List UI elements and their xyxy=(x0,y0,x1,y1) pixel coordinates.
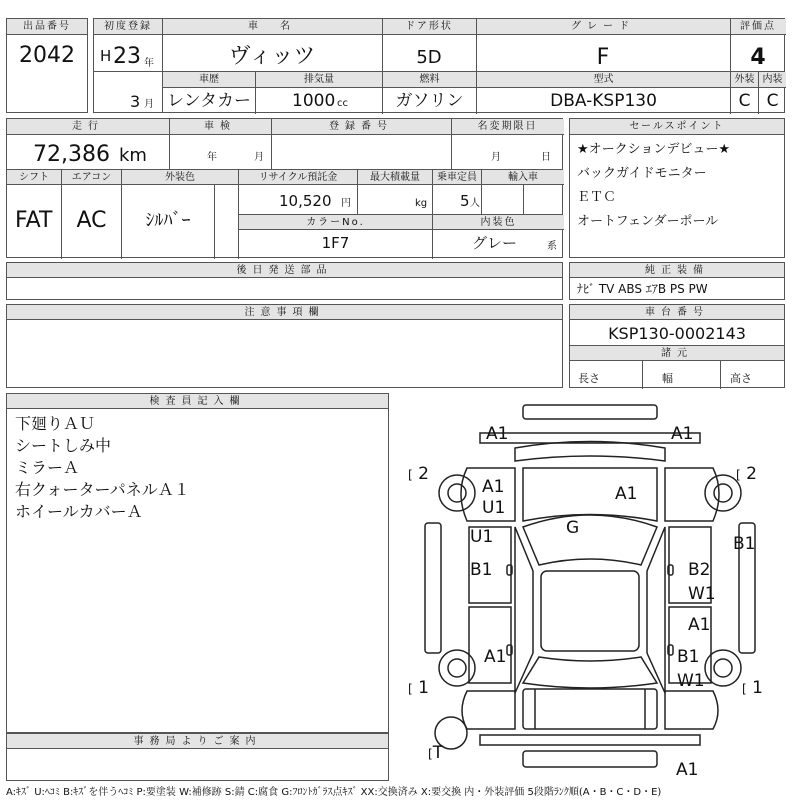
displacement-header: 排気量 xyxy=(256,72,382,88)
mileage-unit: km xyxy=(119,145,147,166)
mark-right-side-panel: B1 xyxy=(733,534,756,554)
inspector-header: 検査員記入欄 xyxy=(7,394,388,409)
shift-header: シフト xyxy=(7,170,61,185)
office-box xyxy=(6,733,389,781)
exterior-color-value: ｼﾙﾊﾞｰ xyxy=(145,210,191,231)
color-no-value: 1F7 xyxy=(321,234,350,252)
car-damage-diagram xyxy=(395,393,785,783)
later-parts-box xyxy=(6,262,563,300)
notes-box xyxy=(6,304,563,388)
color-no-header: カラーNo. xyxy=(239,215,432,230)
sales-points-header: セールスポイント xyxy=(570,119,784,135)
aircon-value: AC xyxy=(76,208,107,233)
mark-front-right: A1 xyxy=(671,424,694,444)
inspector-line-1: 下廻りＡＵ xyxy=(15,414,96,433)
registration-header: 登録番号 xyxy=(271,119,451,135)
inspector-box xyxy=(6,393,389,733)
car-name-header: 車 名 xyxy=(162,19,382,35)
mark-windshield: G xyxy=(566,518,580,538)
lot-number-header: 出品番号 xyxy=(7,19,87,35)
max-load-header: 最大積載量 xyxy=(358,170,432,185)
mileage-value: 72,386 xyxy=(33,142,110,167)
recycle-unit: 円 xyxy=(341,198,351,209)
interior-color-header: 内装色 xyxy=(433,215,564,230)
mark-tire-fr-value: 2 xyxy=(746,464,757,484)
aircon-header: エアコン xyxy=(62,170,121,185)
grade-value: F xyxy=(596,45,610,70)
inspection-header: 車検 xyxy=(169,119,271,135)
model-header: 型式 xyxy=(477,72,730,88)
mark-left-rear-door: B1 xyxy=(470,560,493,580)
mileage-header: 走行 xyxy=(7,119,169,135)
interior-rating-value: C xyxy=(766,91,779,111)
mark-tire-rr-value: 1 xyxy=(752,678,763,698)
chassis-box xyxy=(569,304,785,388)
model-value: DBA-KSP130 xyxy=(550,91,657,111)
interior-color-unit: 系 xyxy=(547,241,557,252)
mark-right-rear-door-w: W1 xyxy=(688,584,716,604)
mark-right-front-door: B2 xyxy=(688,560,711,580)
later-parts-header: 後日発送部品 xyxy=(7,263,562,278)
recycle-value: 10,520 xyxy=(279,192,332,210)
import-car-header: 輸入車 xyxy=(482,170,564,185)
dimension-length-label: 長さ xyxy=(578,372,600,385)
door-header: ドア形状 xyxy=(382,19,476,35)
vehicle-info-box xyxy=(93,18,785,113)
fuel-value: ガソリン xyxy=(395,91,464,111)
dimension-width-label: 幅 xyxy=(662,372,673,385)
inspector-line-4: 右クォーターパネルＡ１ xyxy=(15,480,190,499)
mark-right-quarter-b: B1 xyxy=(677,647,700,667)
name-change-month-unit: 月 xyxy=(491,152,501,163)
mark-rear-bumper: A1 xyxy=(676,760,699,780)
mark-spare: [T xyxy=(428,743,444,763)
first-reg-header: 初度登録 xyxy=(94,19,162,35)
mark-spare-value: T xyxy=(432,743,444,763)
capacity-value: 5 xyxy=(460,192,470,210)
name-change-day-unit: 日 xyxy=(541,152,551,163)
mark-tire-rl: [ 1 xyxy=(408,678,429,698)
displacement-unit: cc xyxy=(337,98,348,109)
mark-tire-rr: [ 1 xyxy=(742,678,763,698)
history-header: 車歴 xyxy=(163,72,255,88)
first-reg-month-unit: 月 xyxy=(144,99,154,110)
exterior-rating-value: C xyxy=(738,91,751,111)
car-name-value: ヴィッツ xyxy=(228,44,316,69)
history-value: レンタカー xyxy=(167,91,251,111)
inspection-year-unit: 年 xyxy=(207,152,217,163)
mark-front-left: A1 xyxy=(486,424,509,444)
chassis-header: 車台番号 xyxy=(570,305,784,320)
inspector-line-3: ミラーＡ xyxy=(15,458,80,477)
recycle-header: リサイクル預託金 xyxy=(239,170,357,185)
mark-hood: A1 xyxy=(615,484,638,504)
inspector-line-5: ホイールカバーＡ xyxy=(15,502,143,521)
mark-left-front-fender-a: A1 xyxy=(482,477,505,497)
office-header: 事務局よりご案内 xyxy=(7,734,388,749)
mark-right-rear-door-a: A1 xyxy=(688,615,711,635)
mark-tire-fl: [ 2 xyxy=(408,464,429,484)
inspection-month-unit: 月 xyxy=(254,152,264,163)
sales-point-4: オートフェンダーポール xyxy=(577,214,719,229)
capacity-unit: 人 xyxy=(470,198,480,209)
door-value: 5D xyxy=(416,47,442,68)
exterior-color-header: 外装色 xyxy=(122,170,238,185)
mark-left-front-door: U1 xyxy=(470,527,494,547)
inspector-line-2: シートしみ中 xyxy=(15,436,112,455)
first-reg-year: 23 xyxy=(113,44,141,69)
mark-tire-rl-value: 1 xyxy=(418,678,429,698)
chassis-value: KSP130-0002143 xyxy=(608,324,746,343)
capacity-header: 乗車定員 xyxy=(433,170,481,185)
score-value: 4 xyxy=(750,45,766,70)
interior-color-value: グレー xyxy=(472,234,518,252)
equipment-header: 純正装備 xyxy=(570,263,784,278)
fuel-header: 燃料 xyxy=(383,72,476,88)
shift-value: FAT xyxy=(15,208,53,233)
max-load-unit: kg xyxy=(415,198,428,209)
exterior-rating-header: 外装 xyxy=(731,72,758,88)
dimension-height-label: 高さ xyxy=(730,372,752,385)
equipment-value: ﾅﾋﾞ TV ABS ｴｱB PS PW xyxy=(577,282,708,296)
sales-point-3: ＥＴＣ xyxy=(577,190,617,205)
mark-left-quarter: A1 xyxy=(484,647,507,667)
mark-tire-fr: [ 2 xyxy=(736,464,757,484)
notes-header: 注意事項欄 xyxy=(7,305,562,320)
lot-number-box xyxy=(6,18,88,113)
first-reg-year-unit: 年 xyxy=(144,58,154,69)
mileage-box xyxy=(6,118,563,258)
score-header: 評価点 xyxy=(730,19,786,35)
dimensions-header: 諸元 xyxy=(570,346,784,361)
first-reg-month: 3 xyxy=(130,92,141,111)
sales-points-box xyxy=(569,118,785,258)
interior-rating-header: 内装 xyxy=(759,72,786,88)
displacement-value: 1000 xyxy=(292,91,336,111)
first-reg-era: H xyxy=(100,47,112,65)
grade-header: グレード xyxy=(476,19,730,35)
mark-right-quarter-w: W1 xyxy=(677,671,705,691)
mark-left-front-fender-u: U1 xyxy=(482,498,506,518)
name-change-header: 名変期限日 xyxy=(451,119,564,135)
sales-point-2: バックガイドモニター xyxy=(577,166,707,181)
equipment-box xyxy=(569,262,785,300)
lot-number-value: 2042 xyxy=(19,43,75,68)
damage-legend: A:ｷｽﾞ U:ﾍｺﾐ B:ｷｽﾞを伴うﾍｺﾐ P:要塗装 W:補修跡 S:錆 C:腐食 G:ﾌﾛﾝﾄｶﾞﾗｽ点ｷｽﾞ XX:交換済み X:要交換 内・外装評価 5段階ﾗﾝｸ順(A・B・C・D・E) xyxy=(6,787,662,798)
mark-tire-fl-value: 2 xyxy=(418,464,429,484)
sales-point-1: ★オークションデビュー★ xyxy=(577,142,731,157)
